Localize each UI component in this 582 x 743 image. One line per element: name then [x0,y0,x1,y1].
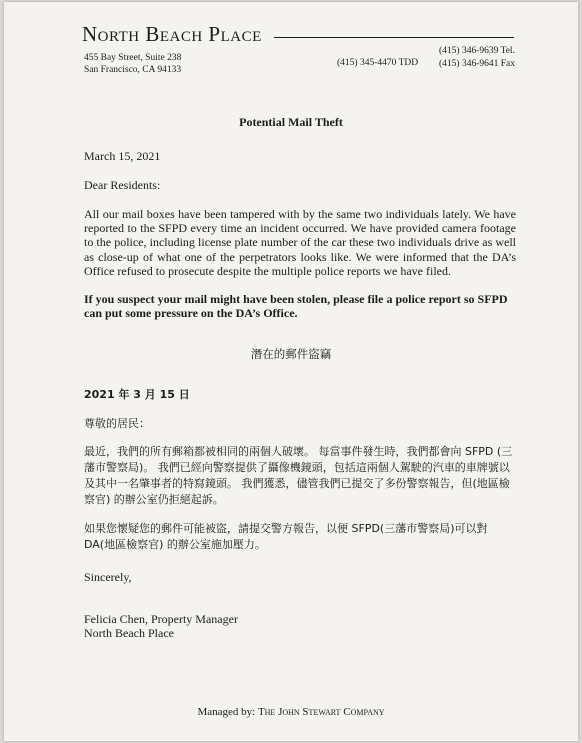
address-line-2: San Francisco, CA 94133 [84,65,182,75]
letter-date: March 15, 2021 [84,149,161,163]
chinese-subject-title: 潛在的郵件盜竊 [250,347,332,361]
letter-request: If you suspect your mail might have been stolen, please file a police report so SFPD can put some pressure on the DA’s Office. [84,292,508,321]
letterhead-phones [439,45,515,70]
tdd-number: (415) 345-4470 TDD [337,58,419,68]
signer-name: Felicia Chen, Property Manager [84,612,238,626]
sign-off: Sincerely, [84,570,132,584]
tel-number: (415) 346-9639 Tel. [439,46,515,56]
chinese-greeting: 尊敬的居民： [84,417,150,430]
letterhead-address [84,52,181,76]
letterhead-brand: North Beach Place [82,22,262,46]
signer-organization: North Beach Place [84,626,174,640]
letter-greeting: Dear Residents: [84,178,161,192]
letter-body: All our mail boxes have been tampered with by the same two individuals lately. We have reported to the SFPD every time an incident occurred. We have provided camera footage to the police, including license plate number of the car these two individuals drive as well as close-up of what one of the perpetrators looks like. We were informed that the DA’s Office refused to prosecute despite the multiple police reports we have filed. [84,207,516,278]
chinese-body: 最近，我們的所有郵箱都被相同的兩個人破壞。 每當事件發生時，我們都會向 SFPD (三藩市警察局)。 我們已經向警察提供了攝像機鏡頭，包括這兩個人駕駛的汽車的車牌號以及其中一名肇事者的特寫鏡頭。 我們獲悉，儘管我們已提交了多份警察報告，但(地區檢察官) 的辦公室仍拒絕起訴。 [84,445,513,506]
chinese-request: 如果您懷疑您的郵件可能被盜，請提交警方報告，以便 SFPD(三藩市警察局)可以對 DA(地區檢察官) 的辦公室施加壓力。 [84,522,488,551]
footer-label: Managed by: [197,706,256,718]
subject-title: Potential Mail Theft [239,115,343,129]
management-footer [4,706,578,718]
chinese-date: 2021 年 3 月 15 日 [84,388,190,401]
letterhead-rule [274,37,514,38]
footer-company: The John Stewart Company [257,706,385,718]
letter-page [4,2,578,741]
address-line-1: 455 Bay Street, Suite 238 [84,53,182,63]
fax-number: (415) 346-9641 Fax [439,58,515,69]
